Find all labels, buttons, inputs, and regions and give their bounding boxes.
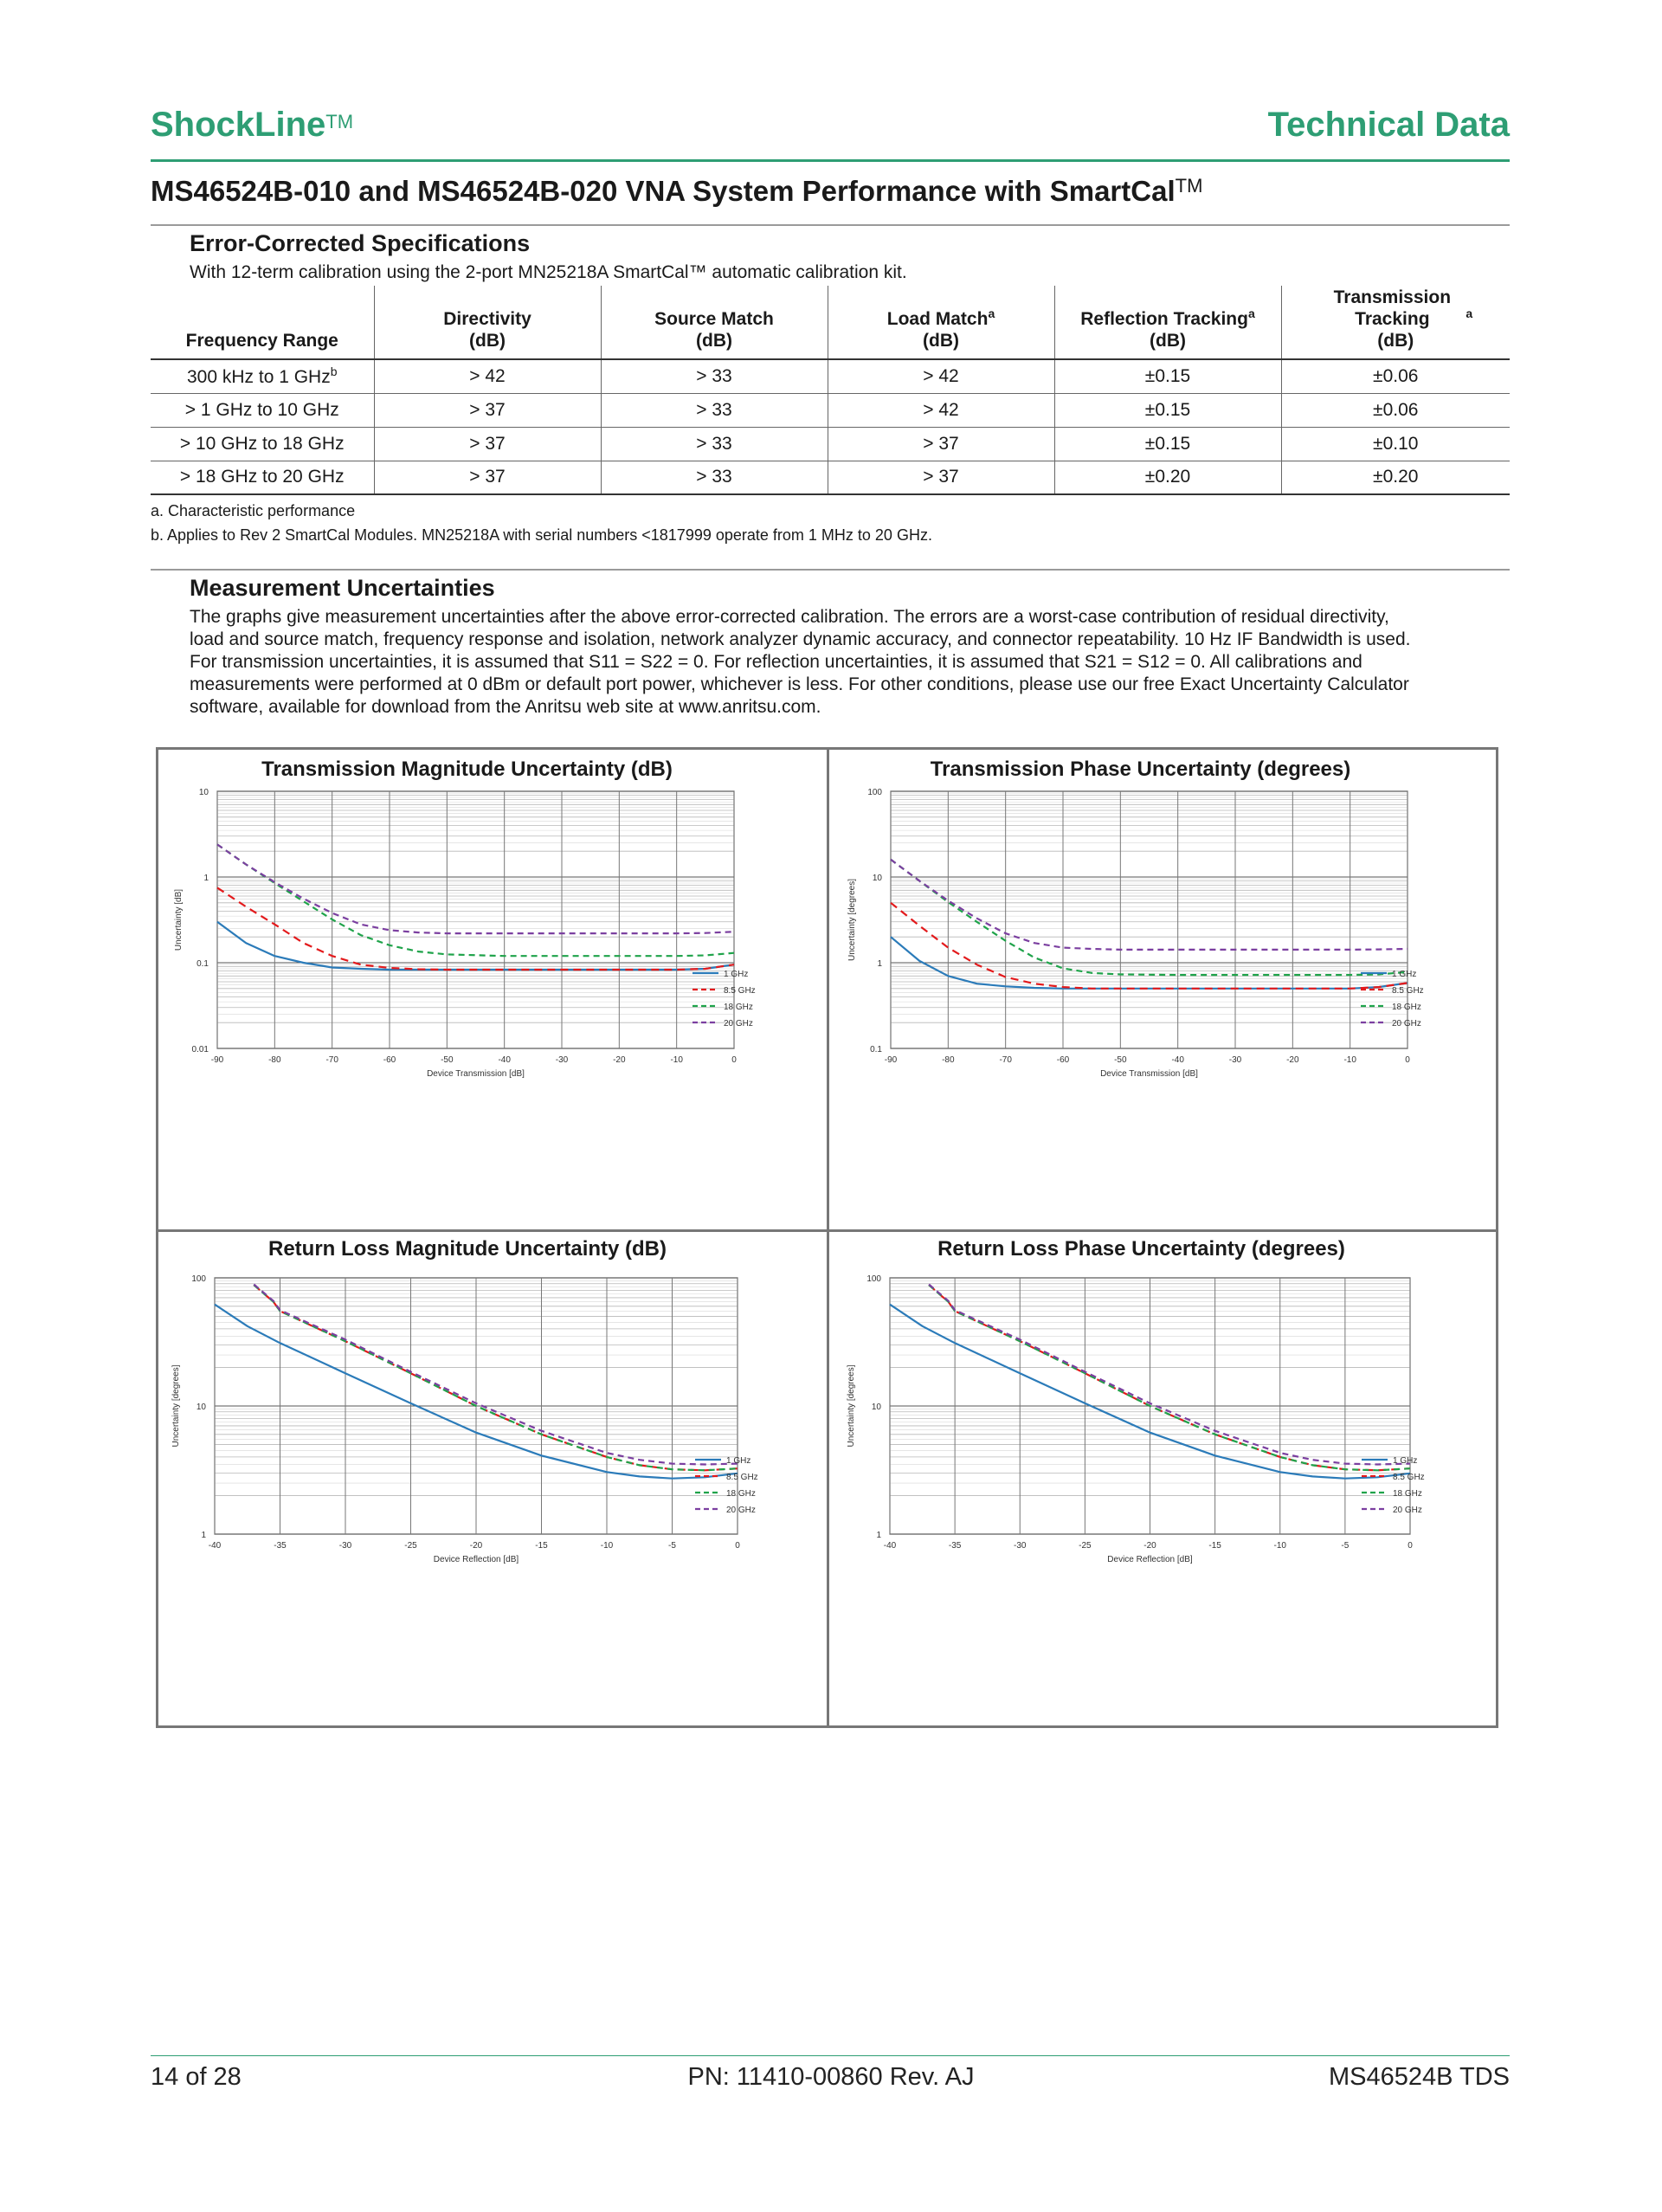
col-header-directivity bbox=[374, 286, 601, 359]
footer-page-number: 14 of 28 bbox=[151, 2063, 242, 2091]
x-axis-label: Device Reflection [dB] bbox=[1107, 1555, 1193, 1564]
col-header-reflection-tracking bbox=[1054, 286, 1281, 359]
y-tick-label: 0.1 bbox=[196, 959, 209, 969]
x-tick-label: -40 bbox=[1171, 1055, 1184, 1065]
y-tick-label: 10 bbox=[198, 788, 209, 797]
page-title bbox=[151, 175, 1202, 208]
cell-range: > 18 GHz to 20 GHz bbox=[151, 461, 374, 494]
x-tick-label: -25 bbox=[404, 1541, 417, 1551]
legend-label: 20 GHz bbox=[1392, 1019, 1421, 1029]
col-unit: (dB) bbox=[923, 331, 959, 351]
range-text: 300 kHz to 1 GHz bbox=[186, 367, 331, 388]
y-axis-label: Uncertainty [dB] bbox=[174, 888, 184, 951]
title-rule bbox=[151, 224, 1510, 226]
x-tick-label: -10 bbox=[1273, 1541, 1286, 1551]
legend-label: 1 GHz bbox=[1393, 1456, 1418, 1466]
legend-label: 1 GHz bbox=[724, 970, 749, 979]
x-tick-label: -30 bbox=[1228, 1055, 1242, 1065]
transmission-phase-chart bbox=[829, 750, 1496, 1229]
paragraph-line: measurements were performed at 0 dBm or default port power, whichever is less. For other conditions, please use our free Exact Uncertainty Calculator bbox=[190, 674, 1409, 694]
paragraph-line: The graphs give measurement uncertainties after the above error-corrected calibration. The errors are a worst-case contribution of residual directivity, bbox=[190, 607, 1389, 627]
chart-title: Return Loss Magnitude Uncertainty (dB) bbox=[267, 1237, 667, 1261]
y-tick-label: 100 bbox=[866, 1274, 881, 1284]
cell-reflection-tracking: ±0.15 bbox=[1054, 393, 1281, 427]
x-tick-label: 0 bbox=[735, 1541, 740, 1551]
chart-title: Transmission Phase Uncertainty (degrees) bbox=[930, 758, 1351, 781]
cell-range: > 10 GHz to 18 GHz bbox=[151, 427, 374, 461]
uncertainty-heading: Measurement Uncertainties bbox=[190, 575, 495, 601]
legend-label: 20 GHz bbox=[724, 1019, 753, 1029]
brand-trademark: TM bbox=[325, 111, 354, 132]
cell-source-match: > 33 bbox=[601, 461, 828, 494]
legend-label: 18 GHz bbox=[724, 1003, 753, 1012]
section-label: Technical Data bbox=[1267, 106, 1510, 144]
x-tick-label: -10 bbox=[670, 1055, 683, 1065]
col-unit: (dB) bbox=[1150, 331, 1186, 351]
legend-label: 8.5 GHz bbox=[1392, 986, 1424, 996]
table-row bbox=[151, 427, 1510, 461]
legend-label: 20 GHz bbox=[1393, 1506, 1422, 1515]
x-tick-label: -15 bbox=[1208, 1541, 1221, 1551]
specs-intro: With 12-term calibration using the 2-port MN25218A SmartCal™ automatic calibration kit. bbox=[190, 262, 907, 282]
x-tick-label: 0 bbox=[1408, 1541, 1413, 1551]
specs-heading: Error-Corrected Specifications bbox=[190, 230, 531, 256]
y-tick-label: 1 bbox=[876, 1531, 881, 1540]
page-title-trademark: TM bbox=[1175, 175, 1203, 197]
legend-label: 8.5 GHz bbox=[724, 986, 756, 996]
cell-source-match: > 33 bbox=[601, 427, 828, 461]
col-header-load-match bbox=[828, 286, 1054, 359]
plot-area bbox=[217, 791, 734, 1048]
x-tick-label: -20 bbox=[1143, 1541, 1156, 1551]
cell-load-match: > 37 bbox=[828, 427, 1054, 461]
x-tick-label: -40 bbox=[498, 1055, 511, 1065]
footer-part-number: PN: 11410-00860 Rev. AJ bbox=[687, 2063, 975, 2091]
legend-label: 1 GHz bbox=[1392, 970, 1417, 979]
footer-rule bbox=[151, 2055, 1510, 2056]
x-tick-label: -70 bbox=[999, 1055, 1012, 1065]
legend-label: 18 GHz bbox=[1393, 1489, 1422, 1499]
x-tick-label: -60 bbox=[383, 1055, 396, 1065]
y-axis-label: Uncertainty [degrees] bbox=[847, 1364, 856, 1448]
legend-label: 8.5 GHz bbox=[726, 1473, 758, 1482]
x-tick-label: -30 bbox=[1014, 1541, 1027, 1551]
paragraph-line: load and source match, frequency response and isolation, network analyzer dynamic accuracy, and connector repeatability. 10 Hz IF Bandwidth is used. bbox=[190, 629, 1411, 649]
col-footnote-mark: a bbox=[1247, 306, 1255, 320]
paragraph-line: software, available for download from the Anritsu web site at www.anritsu.com. bbox=[190, 697, 821, 717]
x-tick-label: -50 bbox=[441, 1055, 454, 1065]
col-header-source-match bbox=[601, 286, 828, 359]
cell-range bbox=[151, 359, 374, 393]
page-title-text: MS46524B-010 and MS46524B-020 VNA System Performance with SmartCal bbox=[151, 175, 1176, 207]
cell-load-match: > 42 bbox=[828, 359, 1054, 393]
x-axis-label: Device Reflection [dB] bbox=[433, 1555, 519, 1564]
col-title: Frequency Range bbox=[185, 331, 338, 351]
col-header-transmission-tracking bbox=[1281, 286, 1510, 359]
x-tick-label: -50 bbox=[1114, 1055, 1127, 1065]
footnote-b: b. Applies to Rev 2 SmartCal Modules. MN25218A with serial numbers <1817999 operate from 1 MHz to 20 GHz. bbox=[151, 526, 932, 544]
x-tick-label: 0 bbox=[1405, 1055, 1410, 1065]
x-tick-label: -90 bbox=[210, 1055, 224, 1065]
col-title: Directivity bbox=[443, 309, 531, 329]
cell-directivity: > 37 bbox=[374, 393, 601, 427]
header-rule bbox=[151, 159, 1510, 162]
col-footnote-mark: a bbox=[988, 306, 995, 320]
uncertainty-paragraph bbox=[190, 606, 1505, 719]
cell-transmission-tracking: ±0.20 bbox=[1281, 461, 1510, 494]
x-tick-label: -25 bbox=[1079, 1541, 1092, 1551]
cell-load-match: > 37 bbox=[828, 461, 1054, 494]
col-unit: (dB) bbox=[1377, 331, 1414, 351]
spec-table-header bbox=[151, 286, 1510, 359]
paragraph-line: For transmission uncertainties, it is assumed that S11 = S22 = 0. For reflection uncertainties, it is assumed that S21 = S12 = 0. All calibrations and bbox=[190, 652, 1362, 672]
legend-label: 1 GHz bbox=[726, 1456, 751, 1466]
cell-transmission-tracking: ±0.06 bbox=[1281, 359, 1510, 393]
x-tick-label: -30 bbox=[555, 1055, 569, 1065]
x-tick-label: -10 bbox=[1343, 1055, 1356, 1065]
plot-area bbox=[891, 791, 1408, 1048]
x-tick-label: -80 bbox=[942, 1055, 955, 1065]
y-tick-label: 10 bbox=[871, 1403, 881, 1412]
y-tick-label: 1 bbox=[201, 1531, 206, 1540]
x-tick-label: -40 bbox=[208, 1541, 222, 1551]
footnote-a: a. Characteristic performance bbox=[151, 502, 356, 519]
x-tick-label: -10 bbox=[600, 1541, 614, 1551]
x-tick-label: -40 bbox=[883, 1541, 897, 1551]
x-tick-label: 0 bbox=[731, 1055, 737, 1065]
col-title: Source Match bbox=[654, 309, 774, 329]
y-axis-label: Uncertainty [degrees] bbox=[171, 1364, 181, 1448]
chart-title: Transmission Magnitude Uncertainty (dB) bbox=[261, 758, 673, 781]
y-tick-label: 100 bbox=[867, 788, 882, 797]
legend-label: 20 GHz bbox=[726, 1506, 756, 1515]
x-tick-label: -90 bbox=[884, 1055, 898, 1065]
legend-label: 18 GHz bbox=[1392, 1003, 1421, 1012]
x-tick-label: -20 bbox=[469, 1541, 483, 1551]
x-tick-label: -35 bbox=[948, 1541, 962, 1551]
col-header-frequency bbox=[151, 286, 374, 359]
transmission-magnitude-chart bbox=[158, 750, 827, 1229]
x-tick-label: -80 bbox=[268, 1055, 281, 1065]
x-tick-label: -35 bbox=[274, 1541, 287, 1551]
y-tick-label: 100 bbox=[191, 1274, 206, 1284]
cell-transmission-tracking: ±0.06 bbox=[1281, 393, 1510, 427]
x-axis-label: Device Transmission [dB] bbox=[1100, 1069, 1198, 1079]
y-tick-label: 0.01 bbox=[191, 1045, 209, 1054]
x-axis-label: Device Transmission [dB] bbox=[427, 1069, 525, 1079]
col-title: Load Match bbox=[886, 309, 989, 329]
chart-title: Return Loss Phase Uncertainty (degrees) bbox=[937, 1237, 1345, 1261]
x-tick-label: -60 bbox=[1056, 1055, 1070, 1065]
x-tick-label: -5 bbox=[668, 1541, 676, 1551]
cell-range: > 1 GHz to 10 GHz bbox=[151, 393, 374, 427]
section-rule bbox=[151, 569, 1510, 571]
return-loss-phase-chart bbox=[829, 1232, 1496, 1725]
col-unit: (dB) bbox=[696, 331, 732, 351]
cell-reflection-tracking: ±0.15 bbox=[1054, 359, 1281, 393]
x-tick-label: -20 bbox=[1286, 1055, 1299, 1065]
cell-directivity: > 37 bbox=[374, 461, 601, 494]
x-tick-label: -20 bbox=[613, 1055, 626, 1065]
cell-directivity: > 37 bbox=[374, 427, 601, 461]
y-tick-label: 0.1 bbox=[870, 1045, 882, 1054]
spec-table bbox=[151, 286, 1510, 495]
cell-load-match: > 42 bbox=[828, 393, 1054, 427]
col-unit: (dB) bbox=[469, 331, 506, 351]
y-tick-label: 1 bbox=[203, 874, 209, 883]
col-title: Transmission Tracking bbox=[1333, 287, 1452, 329]
y-axis-label: Uncertainty [degrees] bbox=[847, 878, 857, 962]
return-loss-magnitude-chart bbox=[158, 1232, 827, 1725]
cell-transmission-tracking: ±0.10 bbox=[1281, 427, 1510, 461]
table-row bbox=[151, 359, 1510, 393]
legend-label: 8.5 GHz bbox=[1393, 1473, 1425, 1482]
col-title: Reflection Tracking bbox=[1080, 309, 1248, 329]
brand-text: ShockLine bbox=[151, 106, 326, 144]
legend-label: 18 GHz bbox=[726, 1489, 756, 1499]
cell-source-match: > 33 bbox=[601, 393, 828, 427]
y-tick-label: 10 bbox=[872, 874, 882, 883]
col-footnote-mark: a bbox=[1466, 306, 1473, 320]
cell-reflection-tracking: ±0.15 bbox=[1054, 427, 1281, 461]
x-tick-label: -30 bbox=[338, 1541, 352, 1551]
x-tick-label: -70 bbox=[325, 1055, 338, 1065]
brand-name bbox=[151, 106, 353, 145]
cell-directivity: > 42 bbox=[374, 359, 601, 393]
table-row bbox=[151, 461, 1510, 494]
x-tick-label: -15 bbox=[535, 1541, 548, 1551]
footer-doc-name: MS46524B TDS bbox=[1328, 2063, 1510, 2091]
x-tick-label: -5 bbox=[1341, 1541, 1350, 1551]
cell-source-match: > 33 bbox=[601, 359, 828, 393]
y-tick-label: 1 bbox=[877, 959, 882, 969]
range-footnote-mark: b bbox=[330, 364, 338, 379]
cell-reflection-tracking: ±0.20 bbox=[1054, 461, 1281, 494]
y-tick-label: 10 bbox=[196, 1403, 206, 1412]
table-row bbox=[151, 393, 1510, 427]
